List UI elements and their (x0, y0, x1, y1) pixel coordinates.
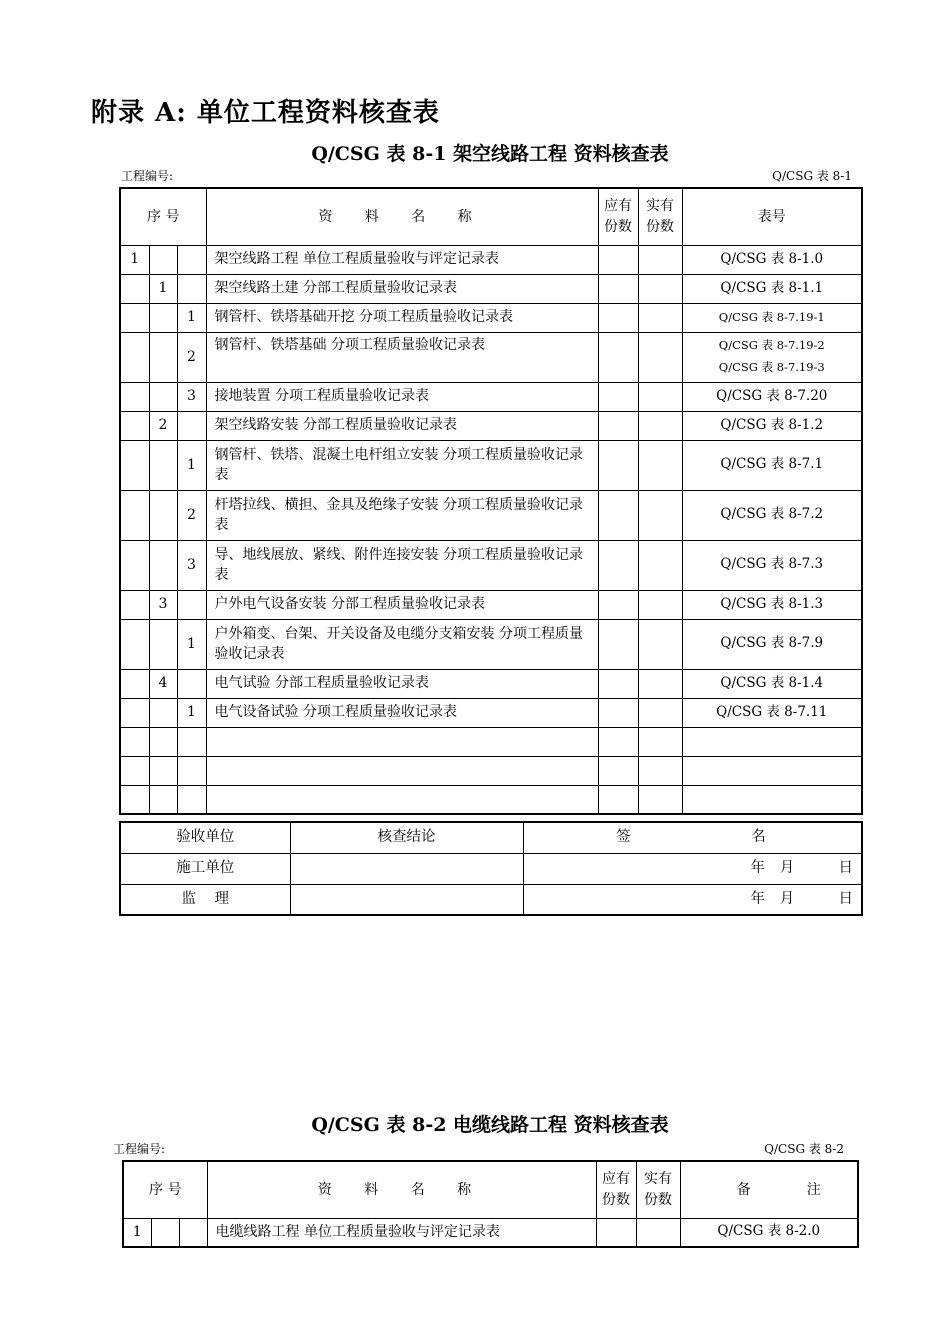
table-row: 2 杆塔拉线、横担、金具及绝缘子安装 分项工程质量验收记录表 Q/CSG 表 8-7.2 (120, 490, 862, 540)
required-count-cell[interactable] (598, 590, 638, 619)
row-code: Q/CSG 表 8-1.4 (682, 669, 862, 698)
acceptance-unit-header: 验收单位 (120, 822, 290, 853)
required-count-cell[interactable] (598, 669, 638, 698)
form1-form-code: Q/CSG 表 8-1 (772, 169, 852, 183)
actual-count-header: 实有 份数 (638, 188, 682, 245)
row-code: Q/CSG 表 8-1.3 (682, 590, 862, 619)
form1-project-no-label: 工程编号: (121, 169, 174, 183)
table-row: 3 导、地线展放、紧线、附件连接安装 分项工程质量验收记录表 Q/CSG 表 8-7.3 (120, 540, 862, 590)
empty-row (120, 727, 862, 756)
required-count-cell[interactable] (598, 440, 638, 490)
row-code: Q/CSG 表 8-7.11 (682, 698, 862, 727)
required-count-cell[interactable] (598, 332, 638, 382)
actual-count-cell[interactable] (638, 590, 682, 619)
check-conclusion-header: 核查结论 (290, 822, 523, 853)
table-row: 1 钢管杆、铁塔、混凝土电杆组立安装 分项工程质量验收记录表 Q/CSG 表 8-7.1 (120, 440, 862, 490)
form1-signature-table (119, 821, 863, 916)
required-count-cell[interactable] (598, 382, 638, 411)
actual-count-cell[interactable] (638, 619, 682, 669)
name-header: 资 料 名 称 (207, 1161, 596, 1218)
form2-form-code: Q/CSG 表 8-2 (764, 1142, 844, 1156)
row-name: 架空线路安装 分部工程质量验收记录表 (206, 411, 598, 440)
table-row: 4 电气试验 分部工程质量验收记录表 Q/CSG 表 8-1.4 (120, 669, 862, 698)
seq-header: 序 号 (123, 1161, 207, 1218)
signature-header: 签 名 (523, 822, 862, 853)
actual-count-cell[interactable] (638, 669, 682, 698)
required-count-cell[interactable] (596, 1218, 636, 1247)
form1-title: Q/CSG 表 8-1 架空线路工程 资料核查表 (311, 143, 669, 165)
row-code: Q/CSG 表 8-7.20 (682, 382, 862, 411)
row-code: Q/CSG 表 8-1.0 (682, 245, 862, 274)
row-name: 电气设备试验 分项工程质量验收记录表 (206, 698, 598, 727)
row-name: 杆塔拉线、横担、金具及绝缘子安装 分项工程质量验收记录表 (206, 490, 598, 540)
form2-header-row (123, 1161, 858, 1218)
row-name: 电气试验 分部工程质量验收记录表 (206, 669, 598, 698)
row-code: Q/CSG 表 8-7.19-1 (682, 303, 862, 332)
row-code: Q/CSG 表 8-7.3 (682, 540, 862, 590)
seq-header: 序 号 (120, 188, 206, 245)
actual-count-cell[interactable] (636, 1218, 680, 1247)
row-name: 户外电气设备安装 分部工程质量验收记录表 (206, 590, 598, 619)
actual-count-cell[interactable] (638, 440, 682, 490)
required-count-header: 应有 份数 (596, 1161, 636, 1218)
required-count-cell[interactable] (598, 540, 638, 590)
required-count-cell[interactable] (598, 303, 638, 332)
actual-count-cell[interactable] (638, 382, 682, 411)
table-row: 3 户外电气设备安装 分部工程质量验收记录表 Q/CSG 表 8-1.3 (120, 590, 862, 619)
table-row: 2 架空线路安装 分部工程质量验收记录表 Q/CSG 表 8-1.2 (120, 411, 862, 440)
row-name: 钢管杆、铁塔基础开挖 分项工程质量验收记录表 (206, 303, 598, 332)
contractor-conclusion-cell[interactable] (290, 853, 523, 884)
form1-header-row (120, 188, 862, 245)
table-row: 1 电气设备试验 分项工程质量验收记录表 Q/CSG 表 8-7.11 (120, 698, 862, 727)
table-row: 1 架空线路工程 单位工程质量验收与评定记录表 Q/CSG 表 8-1.0 (120, 245, 862, 274)
required-count-cell[interactable] (598, 274, 638, 303)
supervision-signature-cell[interactable]: 年 月 日 (523, 884, 862, 915)
actual-count-cell[interactable] (638, 490, 682, 540)
actual-count-header: 实有 份数 (636, 1161, 680, 1218)
actual-count-cell[interactable] (638, 274, 682, 303)
table-row: 1 电缆线路工程 单位工程质量验收与评定记录表 Q/CSG 表 8-2.0 (123, 1218, 858, 1247)
remark-header: 备 注 (680, 1161, 858, 1218)
actual-count-cell[interactable] (638, 698, 682, 727)
form2-title: Q/CSG 表 8-2 电缆线路工程 资料核查表 (311, 1114, 669, 1136)
actual-count-cell[interactable] (638, 303, 682, 332)
row-code: Q/CSG 表 8-1.1 (682, 274, 862, 303)
required-count-cell[interactable] (598, 245, 638, 274)
required-count-cell[interactable] (598, 411, 638, 440)
table-row: 1 钢管杆、铁塔基础开挖 分项工程质量验收记录表 Q/CSG 表 8-7.19-1 (120, 303, 862, 332)
empty-row (120, 785, 862, 814)
name-header: 资 料 名 称 (206, 188, 598, 245)
supervision-conclusion-cell[interactable] (290, 884, 523, 915)
row-code: Q/CSG 表 8-7.19-2 Q/CSG 表 8-7.19-3 (682, 332, 862, 382)
row-name: 接地装置 分项工程质量验收记录表 (206, 382, 598, 411)
form1-table (119, 187, 863, 815)
row-name: 架空线路工程 单位工程质量验收与评定记录表 (206, 245, 598, 274)
row-name: 钢管杆、铁塔基础 分项工程质量验收记录表 (206, 332, 598, 382)
required-count-cell[interactable] (598, 698, 638, 727)
contractor-unit-label: 施工单位 (120, 853, 290, 884)
row-name: 钢管杆、铁塔、混凝土电杆组立安装 分项工程质量验收记录表 (206, 440, 598, 490)
form2-project-no-label: 工程编号: (113, 1142, 166, 1156)
row-code: Q/CSG 表 8-7.1 (682, 440, 862, 490)
supervision-label: 监 理 (120, 884, 290, 915)
empty-row (120, 756, 862, 785)
row-code: Q/CSG 表 8-1.2 (682, 411, 862, 440)
row-code: Q/CSG 表 8-7.2 (682, 490, 862, 540)
row-name: 电缆线路工程 单位工程质量验收与评定记录表 (207, 1218, 596, 1247)
appendix-title: 附录 A: 单位工程资料核查表 (91, 98, 440, 128)
table-row: 1 架空线路土建 分部工程质量验收记录表 Q/CSG 表 8-1.1 (120, 274, 862, 303)
actual-count-cell[interactable] (638, 540, 682, 590)
row-name: 导、地线展放、紧线、附件连接安装 分项工程质量验收记录表 (206, 540, 598, 590)
actual-count-cell[interactable] (638, 411, 682, 440)
contractor-signature-cell[interactable]: 年 月 日 (523, 853, 862, 884)
table-row: 1 户外箱变、台架、开关设备及电缆分支箱安装 分项工程质量验收记录表 Q/CSG 表 8-7.9 (120, 619, 862, 669)
row-code: Q/CSG 表 8-2.0 (680, 1218, 858, 1247)
form2-table (122, 1160, 859, 1248)
table-row: 3 接地装置 分项工程质量验收记录表 Q/CSG 表 8-7.20 (120, 382, 862, 411)
required-count-cell[interactable] (598, 619, 638, 669)
required-count-header: 应有 份数 (598, 188, 638, 245)
actual-count-cell[interactable] (638, 332, 682, 382)
row-code: Q/CSG 表 8-7.9 (682, 619, 862, 669)
required-count-cell[interactable] (598, 490, 638, 540)
actual-count-cell[interactable] (638, 245, 682, 274)
table-row: 2 钢管杆、铁塔基础 分项工程质量验收记录表 Q/CSG 表 8-7.19-2 Q/CSG 表 8-7.19-3 (120, 332, 862, 382)
row-name: 架空线路土建 分部工程质量验收记录表 (206, 274, 598, 303)
row-name: 户外箱变、台架、开关设备及电缆分支箱安装 分项工程质量验收记录表 (206, 619, 598, 669)
code-header: 表号 (682, 188, 862, 245)
